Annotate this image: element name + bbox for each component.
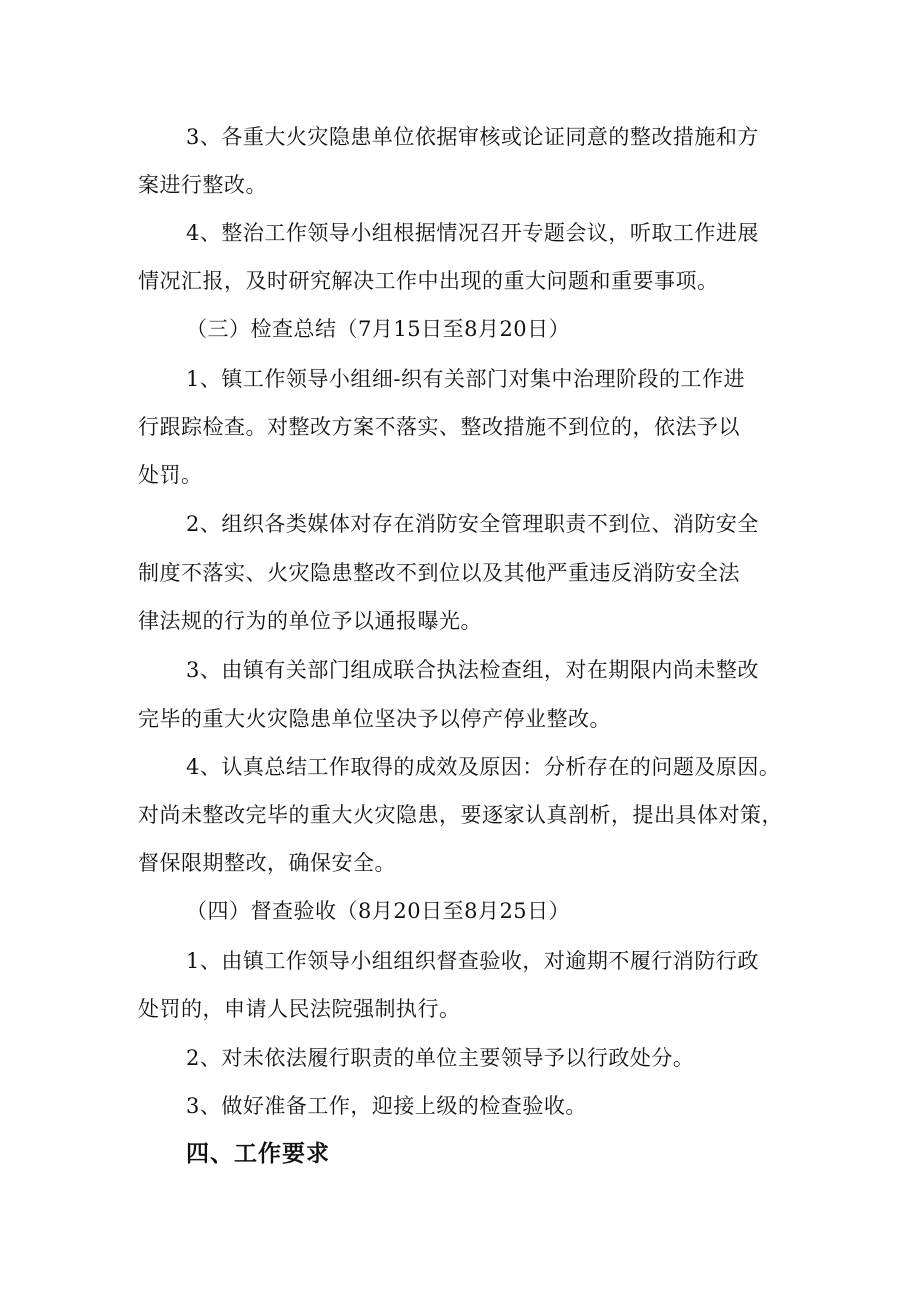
paragraph-line: 处罚的，申请人民法院强制执行。 <box>138 997 461 1021</box>
paragraph-line: 案进行整改。 <box>138 173 267 197</box>
paragraph-line: 1、镇工作领导小组细-织有关部门对集中治理阶段的工作进 <box>186 367 745 391</box>
paragraph-line: 1、由镇工作领导小组组织督查验收，对逾期不履行消防行政 <box>186 949 759 973</box>
paragraph-line: 2、组织各类媒体对存在消防安全管理职责不到位、消防安全 <box>186 512 759 536</box>
paragraph-line: 2、对未依法履行职责的单位主要领导予以行政处分。 <box>186 1046 695 1070</box>
paragraph-line: 完毕的重大火灾隐患单位坚决予以停产停业整改。 <box>138 707 611 731</box>
paragraph-line: 处罚。 <box>138 463 203 487</box>
paragraph-line: 3、做好准备工作，迎接上级的检查验收。 <box>186 1094 587 1118</box>
paragraph-line: 3、各重大火灾隐患单位依据审核或论证同意的整改措施和方 <box>186 125 759 149</box>
paragraph-line: 4、认真总结工作取得的成效及原因：分析存在的问题及原因。 <box>186 755 781 779</box>
section-subheading: （四）督查验收（8月20日至8月25日） <box>186 899 571 923</box>
paragraph-line: 律法规的行为的单位予以通报曝光。 <box>138 609 482 633</box>
section-heading: 四、工作要求 <box>186 1141 330 1167</box>
paragraph-line: 3、由镇有关部门组成联合执法检查组，对在期限内尚未整改 <box>186 658 759 682</box>
paragraph-line: 情况汇报，及时研究解决工作中出现的重大问题和重要事项。 <box>138 269 719 293</box>
paragraph-line: 制度不落实、火灾隐患整改不到位以及其他严重违反消防安全法 <box>138 561 740 585</box>
section-subheading: （三）检查总结（7月15日至8月20日） <box>186 317 571 341</box>
paragraph-line: 行跟踪检查。对整改方案不落实、整改措施不到位的，依法予以 <box>138 415 740 439</box>
paragraph-line: 4、整治工作领导小组根据情况召开专题会议，听取工作进展 <box>186 221 759 245</box>
paragraph-line: 督保限期整改，确保安全。 <box>138 851 396 875</box>
paragraph-line: 对尚未整改完毕的重大火灾隐患，要逐家认真剖析，提出具体对策， <box>138 803 783 827</box>
